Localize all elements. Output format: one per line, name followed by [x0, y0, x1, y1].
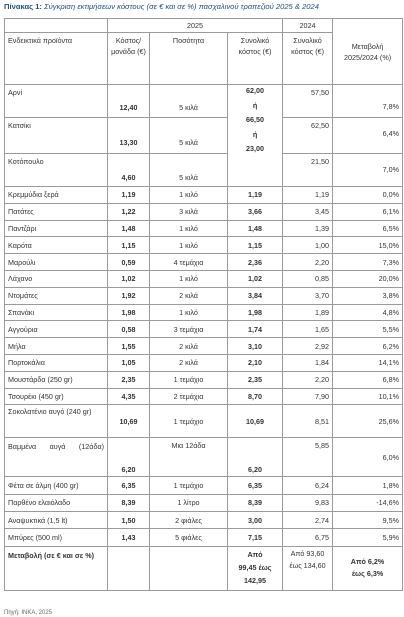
total-2025: 2,36	[228, 254, 283, 271]
total-2024: 7,90	[283, 388, 333, 405]
table-caption	[4, 2, 319, 11]
summary-total-2025	[228, 546, 283, 590]
unit-cost: 2,35	[108, 371, 150, 388]
change: 6,4%	[333, 118, 403, 154]
quantity: 1 κιλό	[150, 304, 228, 321]
table-row	[5, 270, 403, 287]
unit-cost: 1,48	[108, 220, 150, 237]
table-row	[5, 438, 403, 477]
unit-cost: 1,43	[108, 529, 150, 546]
meat-total-line: 66,50	[246, 115, 265, 124]
total-2024: 9,83	[283, 494, 333, 511]
header-total-2025: Συνολικό κόστος (€)	[228, 33, 283, 85]
total-2025: 8,70	[228, 388, 283, 405]
quantity: 5 φιάλες	[150, 529, 228, 546]
quantity: 1 κιλό	[150, 220, 228, 237]
quantity: 5 κιλά	[150, 85, 228, 118]
product-name: Κατσίκι	[5, 118, 108, 154]
summary-total-2024	[283, 546, 333, 590]
total-2025: 1,19	[228, 187, 283, 204]
change: 4,8%	[333, 304, 403, 321]
table-row	[5, 405, 403, 438]
product-name: Αγγούρια	[5, 321, 108, 338]
header-change: Μεταβολή 2025/2024 (%)	[333, 19, 403, 85]
total-2025: 3,00	[228, 511, 283, 528]
meat-total-line: 23,00	[246, 144, 265, 153]
summary-change	[333, 546, 403, 590]
summary-line: Από	[247, 549, 263, 559]
summary-line: 142,95	[244, 575, 266, 585]
total-2025: 1,02	[228, 270, 283, 287]
table-row	[5, 388, 403, 405]
total-2024: 6,75	[283, 529, 333, 546]
summary-row	[5, 546, 403, 590]
cost-table	[4, 18, 403, 591]
total-2025: 10,69	[228, 405, 283, 438]
change: -14,6%	[333, 494, 403, 511]
summary-line: Από 6,2%	[350, 557, 385, 567]
table-row	[5, 203, 403, 220]
product-name: Σοκολατένιο αυγό (240 gr)	[5, 405, 108, 438]
unit-cost: 1,05	[108, 354, 150, 371]
total-2024: 2,74	[283, 511, 333, 528]
product-name: Καρότα	[5, 237, 108, 254]
quantity: 1 κιλό	[150, 270, 228, 287]
product-name: Αναψυκτικά (1,5 lt)	[5, 511, 108, 528]
table-row	[5, 494, 403, 511]
caption-text: Σύγκριση εκτιμήσεων κόστους (σε € και σε %) πασχαλινού τραπεζιού 2025 & 2024	[44, 2, 319, 11]
unit-cost: 1,19	[108, 187, 150, 204]
summary-line: έως 6,3%	[351, 569, 384, 579]
change: 3,8%	[333, 287, 403, 304]
product-name: Παντζάρι	[5, 220, 108, 237]
unit-cost: 4,35	[108, 388, 150, 405]
meat-total-line: ή	[252, 100, 258, 110]
header-2025: 2025	[108, 19, 283, 33]
total-2024: 6,24	[283, 477, 333, 494]
total-2025: 1,48	[228, 220, 283, 237]
change: 5,9%	[333, 529, 403, 546]
quantity: 5 κιλά	[150, 118, 228, 154]
table-row	[5, 287, 403, 304]
change: 20,0%	[333, 270, 403, 287]
total-2024: 21,50	[283, 154, 333, 187]
header-unit-cost: Κόστος/ μονάδα (€)	[108, 33, 150, 85]
table-row	[5, 304, 403, 321]
change: 6,2%	[333, 338, 403, 355]
total-2025: 3,10	[228, 338, 283, 355]
unit-cost: 0,59	[108, 254, 150, 271]
product-name: Μαρούλι	[5, 254, 108, 271]
change: 7,0%	[333, 154, 403, 187]
unit-cost: 1,22	[108, 203, 150, 220]
change: 7,3%	[333, 254, 403, 271]
total-2025: 6,35	[228, 477, 283, 494]
total-2024: 1,84	[283, 354, 333, 371]
quantity: 4 τεμάχια	[150, 254, 228, 271]
table-row	[5, 338, 403, 355]
quantity: 3 τεμάχια	[150, 321, 228, 338]
quantity: 2 κιλά	[150, 338, 228, 355]
unit-cost: 6,35	[108, 477, 150, 494]
total-2025: 1,15	[228, 237, 283, 254]
quantity: 1 τεμάχιο	[150, 477, 228, 494]
change: 9,5%	[333, 511, 403, 528]
caption-label: Πίνακας 1:	[4, 2, 42, 11]
total-2024: 8,51	[283, 405, 333, 438]
change: 0,0%	[333, 187, 403, 204]
change: 5,5%	[333, 321, 403, 338]
table-row	[5, 118, 403, 154]
product-name: Πορτοκάλια	[5, 354, 108, 371]
quantity: 3 κιλά	[150, 203, 228, 220]
change: 14,1%	[333, 354, 403, 371]
change: 6,0%	[333, 438, 403, 477]
product-name: Πατάτες	[5, 203, 108, 220]
product-name: Κοτόπουλο	[5, 154, 108, 187]
total-2024: 2,20	[283, 371, 333, 388]
product-name: Σπανάκι	[5, 304, 108, 321]
quantity: 1 τεμάχιο	[150, 405, 228, 438]
table-row	[5, 220, 403, 237]
table-row	[5, 354, 403, 371]
table-source: Πηγή: ΙΝΚΑ, 2025	[4, 610, 53, 616]
quantity: 5 κιλά	[150, 154, 228, 187]
table-row	[5, 321, 403, 338]
total-2025: 3,84	[228, 287, 283, 304]
quantity: Μια 12άδα	[150, 438, 228, 477]
total-2025: 1,74	[228, 321, 283, 338]
summary-line: 99,45 έως	[238, 562, 272, 572]
total-2024: 2,20	[283, 254, 333, 271]
total-2025: 6,20	[228, 438, 283, 477]
unit-cost: 13,30	[108, 118, 150, 154]
unit-cost: 8,39	[108, 494, 150, 511]
unit-cost: 1,50	[108, 511, 150, 528]
table-row	[5, 477, 403, 494]
product-name: Μουστάρδα (250 gr)	[5, 371, 108, 388]
meat-total-line: ή	[252, 129, 258, 139]
change: 7,8%	[333, 85, 403, 118]
table-row	[5, 85, 403, 118]
header-product: Ενδεικτικά προϊόντα	[5, 33, 108, 85]
quantity: 1 τεμάχιο	[150, 371, 228, 388]
total-2024: 1,19	[283, 187, 333, 204]
table-row	[5, 511, 403, 528]
total-2024: 3,70	[283, 287, 333, 304]
product-name: Ντομάτες	[5, 287, 108, 304]
unit-cost: 6,20	[108, 438, 150, 477]
quantity: 1 κιλό	[150, 237, 228, 254]
product-name: Μήλα	[5, 338, 108, 355]
total-2024: 2,92	[283, 338, 333, 355]
product-name: Φέτα σε άλμη (400 gr)	[5, 477, 108, 494]
change: 15,0%	[333, 237, 403, 254]
table-row	[5, 254, 403, 271]
total-2024: 1,00	[283, 237, 333, 254]
total-2025: 2,35	[228, 371, 283, 388]
unit-cost: 4,60	[108, 154, 150, 187]
total-2024: 0,85	[283, 270, 333, 287]
product-name: Τσουρέκι (450 gr)	[5, 388, 108, 405]
total-2024: 5,85	[283, 438, 333, 477]
change: 1,8%	[333, 477, 403, 494]
total-2024: 57,50	[283, 85, 333, 118]
total-2025: 1,98	[228, 304, 283, 321]
product-name: Κρεμμύδια ξερά	[5, 187, 108, 204]
quantity: 2 κιλά	[150, 354, 228, 371]
unit-cost: 1,98	[108, 304, 150, 321]
total-2024: 62,50	[283, 118, 333, 154]
header-quantity: Ποσότητα	[150, 33, 228, 85]
product-name: Μπύρες (500 ml)	[5, 529, 108, 546]
summary-line: Από 93,60	[290, 548, 325, 558]
quantity: 1 κιλό	[150, 187, 228, 204]
total-2025: 8,39	[228, 494, 283, 511]
unit-cost: 1,92	[108, 287, 150, 304]
change: 25,6%	[333, 405, 403, 438]
product-name: Παρθένο ελαιόλαδο	[5, 494, 108, 511]
quantity: 2 φιάλες	[150, 511, 228, 528]
change: 6,5%	[333, 220, 403, 237]
quantity: 2 κιλά	[150, 287, 228, 304]
total-2025: 2,10	[228, 354, 283, 371]
table-row	[5, 371, 403, 388]
summary-label: Μεταβολή (σε € και σε %)	[5, 546, 108, 590]
total-2024: 1,65	[283, 321, 333, 338]
header-total-2024: Συνολικό κόστος (€)	[283, 33, 333, 85]
total-2025: 7,15	[228, 529, 283, 546]
total-2024: 3,45	[283, 203, 333, 220]
unit-cost: 1,02	[108, 270, 150, 287]
table-row	[5, 187, 403, 204]
table-row	[5, 154, 403, 187]
total-2024: 1,89	[283, 304, 333, 321]
unit-cost: 0,58	[108, 321, 150, 338]
summary-line: έως 134,60	[289, 560, 326, 570]
change: 10,1%	[333, 388, 403, 405]
unit-cost: 12,40	[108, 85, 150, 118]
product-name: Λάχανο	[5, 270, 108, 287]
header-2024: 2024	[283, 19, 333, 33]
product-name: Αρνί	[5, 85, 108, 118]
meat-total-2025	[228, 85, 283, 187]
unit-cost: 1,55	[108, 338, 150, 355]
total-2025: 3,66	[228, 203, 283, 220]
change: 6,1%	[333, 203, 403, 220]
unit-cost: 1,15	[108, 237, 150, 254]
unit-cost: 10,69	[108, 405, 150, 438]
meat-total-line: 62,00	[246, 86, 265, 95]
quantity: 1 λίτρο	[150, 494, 228, 511]
table-row	[5, 237, 403, 254]
change: 6,8%	[333, 371, 403, 388]
quantity: 2 τεμάχια	[150, 388, 228, 405]
table-row	[5, 529, 403, 546]
product-name: Βαμμένα αυγά (12άδα)	[5, 438, 108, 477]
total-2024: 1,39	[283, 220, 333, 237]
